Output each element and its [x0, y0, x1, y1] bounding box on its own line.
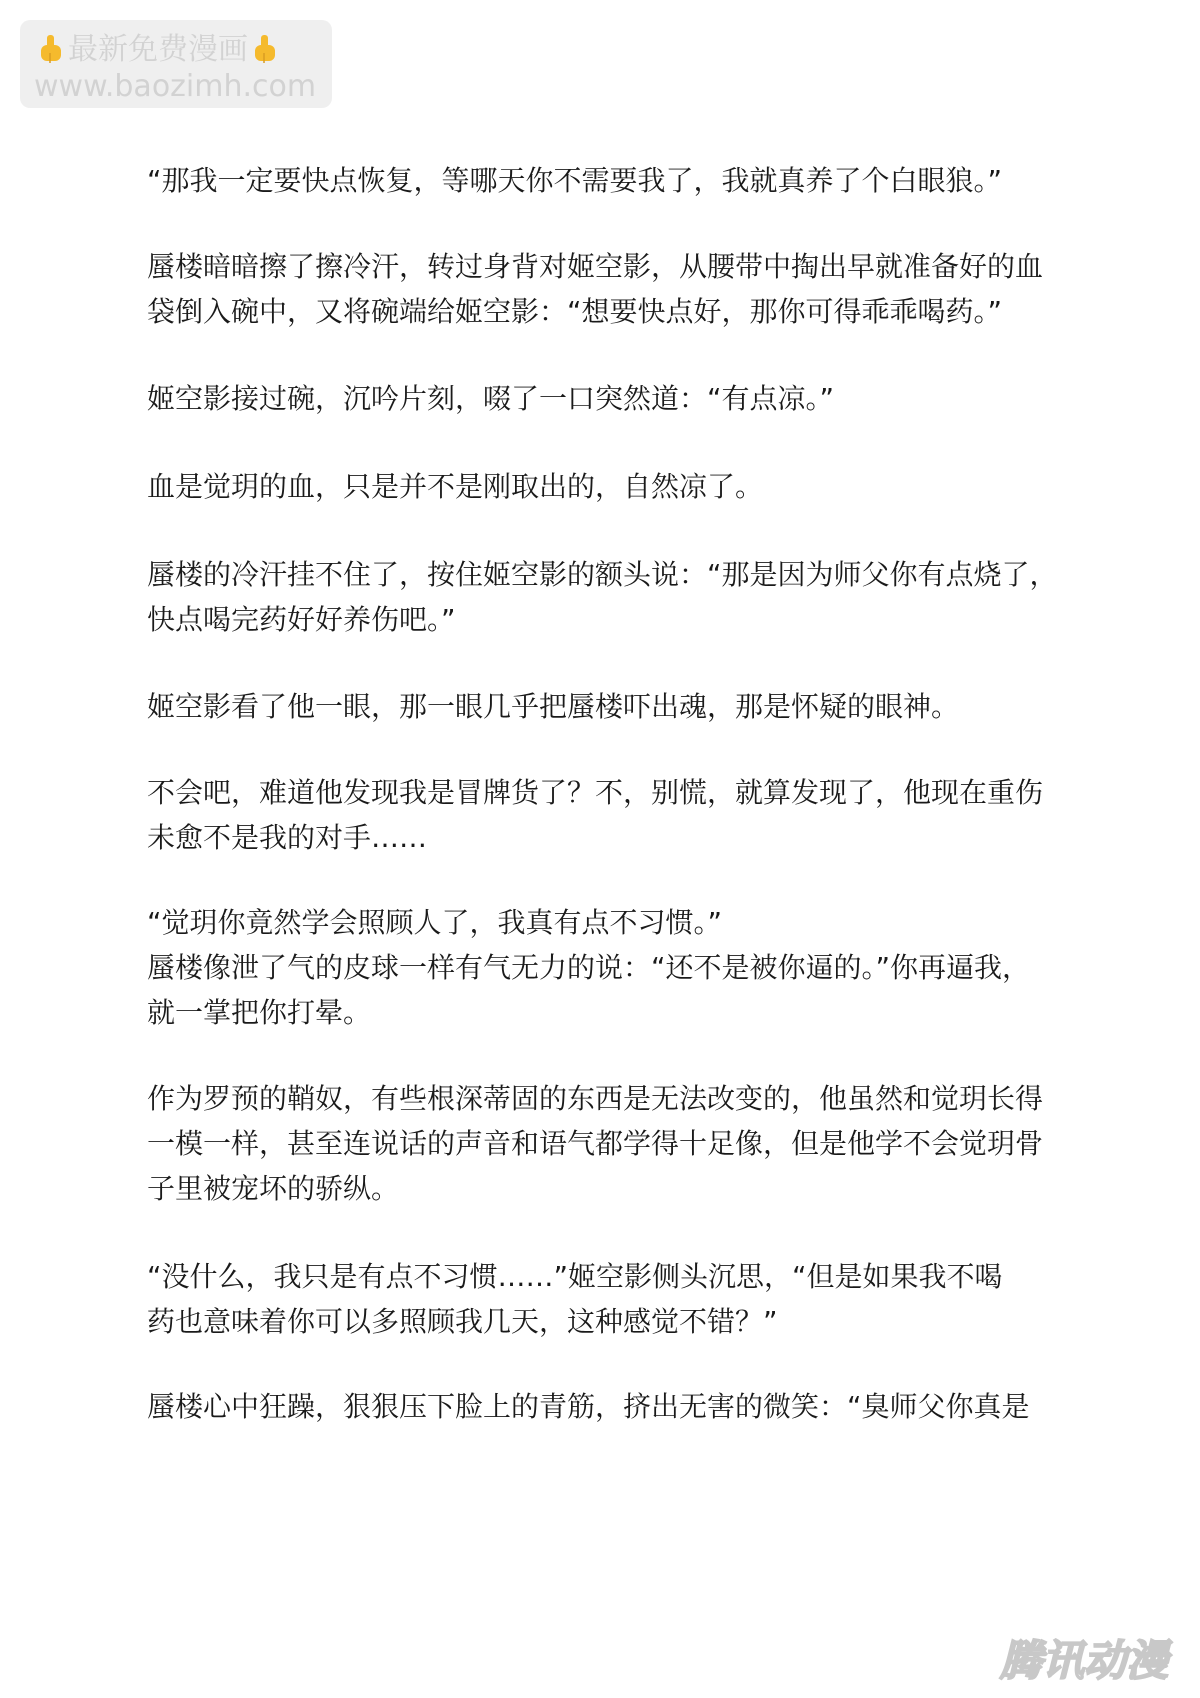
paragraph-4: 血是觉玥的血，只是并不是刚取出的，自然凉了。 — [147, 470, 764, 503]
watermark-title — [34, 32, 282, 68]
paragraph-6: 姬空影看了他一眼，那一眼几乎把蜃楼吓出魂，那是怀疑的眼神。 — [147, 690, 960, 723]
tencent-comic-logo — [986, 1632, 1182, 1686]
paragraph-1: “那我一定要快点恢复，等哪天你不需要我了，我就真养了个白眼狼。” — [147, 164, 1003, 197]
paragraph-7: 不会吧，难道他发现我是冒牌货了？不，别慌，就算发现了，他现在重伤 未愈不是我的对手…… — [147, 776, 1044, 854]
paragraph-11: 蜃楼心中狂躁，狠狠压下脸上的青筋，挤出无害的微笑：“臭师父你真是 — [147, 1390, 1030, 1423]
paragraph-2: 蜃楼暗暗擦了擦冷汗，转过身背对姬空影，从腰带中掏出早就准备好的血 袋倒入碗中，又将碗端给姬空影：“想要快点好，那你可得乖乖喝药。” — [147, 250, 1044, 328]
pointing-down-hand-icon — [38, 33, 64, 65]
watermark-url: www.baozimh.com — [34, 69, 317, 104]
watermark-title-text: 最新免费漫画 — [68, 32, 248, 67]
watermark-badge — [20, 20, 332, 108]
paragraph-9: 作为罗预的鞘奴，有些根深蒂固的东西是无法改变的，他虽然和觉玥长得 一模一样，甚至连说话的声音和语气都学得十足像，但是他学不会觉玥骨 子里被宠坏的骄纵。 — [147, 1082, 1044, 1205]
paragraph-5: 蜃楼的冷汗挂不住了，按住姬空影的额头说：“那是因为师父你有点烧了， 快点喝完药好好养伤吧。” — [147, 558, 1058, 636]
pointing-down-hand-icon-right — [252, 33, 278, 65]
paragraph-10: “没什么，我只是有点不习惯……”姬空影侧头沉思，“但是如果我不喝 药也意味着你可以多照顾我几天，这种感觉不错？” — [147, 1260, 1003, 1338]
logo-text: 腾讯动漫 — [999, 1636, 1169, 1685]
paragraph-3: 姬空影接过碗，沉吟片刻，啜了一口突然道：“有点凉。” — [147, 382, 835, 415]
paragraph-8: “觉玥你竟然学会照顾人了，我真有点不习惯。” 蜃楼像泄了气的皮球一样有气无力的说：“还不是被你逼的。”你再逼我， 就一掌把你打晕。 — [147, 906, 1031, 1029]
